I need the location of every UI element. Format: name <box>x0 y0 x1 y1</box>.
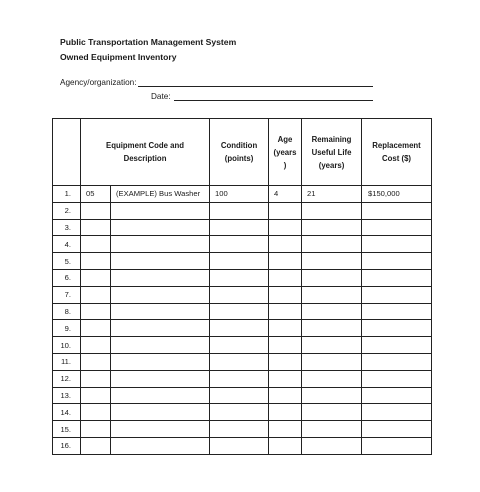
equipment-code-cell[interactable] <box>81 387 111 404</box>
row-number-cell: 12. <box>53 370 81 387</box>
age-cell[interactable] <box>269 404 302 421</box>
row-number-cell: 15. <box>53 421 81 438</box>
age-cell[interactable] <box>269 337 302 354</box>
row-number-cell: 5. <box>53 253 81 270</box>
equipment-code-cell[interactable] <box>81 253 111 270</box>
replacement-cost-cell[interactable] <box>362 404 432 421</box>
equipment-description-cell[interactable] <box>111 219 210 236</box>
equipment-description-cell[interactable] <box>111 404 210 421</box>
column-header-age: Age (years ) <box>269 119 302 186</box>
equipment-code-cell[interactable]: 05 <box>81 186 111 203</box>
condition-cell[interactable] <box>210 404 269 421</box>
equipment-code-cell[interactable] <box>81 286 111 303</box>
age-cell[interactable] <box>269 387 302 404</box>
document-title: Public Transportation Management System <box>60 37 237 47</box>
equipment-description-cell[interactable] <box>111 236 210 253</box>
replacement-cost-cell[interactable] <box>362 219 432 236</box>
age-cell[interactable] <box>269 236 302 253</box>
age-cell[interactable] <box>269 437 302 454</box>
table-row <box>53 387 432 404</box>
age-cell[interactable] <box>269 303 302 320</box>
remaining-life-cell[interactable] <box>302 421 362 438</box>
table-row <box>53 404 432 421</box>
age-cell[interactable] <box>269 421 302 438</box>
replacement-cost-cell[interactable] <box>362 236 432 253</box>
condition-cell[interactable] <box>210 370 269 387</box>
remaining-life-cell[interactable] <box>302 353 362 370</box>
age-cell[interactable] <box>269 219 302 236</box>
table-row <box>53 219 432 236</box>
condition-cell[interactable] <box>210 320 269 337</box>
replacement-cost-cell[interactable] <box>362 337 432 354</box>
equipment-description-cell[interactable] <box>111 353 210 370</box>
replacement-cost-cell[interactable] <box>362 370 432 387</box>
replacement-cost-cell[interactable] <box>362 320 432 337</box>
equipment-description-cell[interactable] <box>111 303 210 320</box>
equipment-code-cell[interactable] <box>81 421 111 438</box>
remaining-life-cell[interactable] <box>302 236 362 253</box>
equipment-inventory-table <box>52 118 432 455</box>
document-subtitle: Owned Equipment Inventory <box>60 52 177 62</box>
row-number-cell: 3. <box>53 219 81 236</box>
column-header-condition: Condition (points) <box>210 119 269 186</box>
age-cell[interactable] <box>269 286 302 303</box>
agency-label: Agency/organization: <box>60 78 137 87</box>
condition-cell[interactable] <box>210 219 269 236</box>
date-field-line[interactable] <box>174 100 373 101</box>
table-row <box>53 186 432 203</box>
equipment-description-cell[interactable]: (EXAMPLE) Bus Washer <box>111 186 210 203</box>
equipment-description-cell[interactable] <box>111 337 210 354</box>
age-cell[interactable] <box>269 353 302 370</box>
column-header-replacement-cost: Replacement Cost ($) <box>362 119 432 186</box>
equipment-description-cell[interactable] <box>111 370 210 387</box>
age-cell[interactable] <box>269 320 302 337</box>
table-row <box>53 320 432 337</box>
row-number-cell: 11. <box>53 353 81 370</box>
equipment-description-cell[interactable] <box>111 320 210 337</box>
column-header-equipment: Equipment Code and Description <box>81 119 210 186</box>
table-row <box>53 236 432 253</box>
equipment-code-cell[interactable] <box>81 337 111 354</box>
condition-cell[interactable] <box>210 337 269 354</box>
row-number-cell: 2. <box>53 202 81 219</box>
remaining-life-cell[interactable] <box>302 269 362 286</box>
condition-cell[interactable] <box>210 387 269 404</box>
remaining-life-cell[interactable] <box>302 437 362 454</box>
replacement-cost-cell[interactable] <box>362 202 432 219</box>
remaining-life-cell[interactable] <box>302 219 362 236</box>
equipment-code-cell[interactable] <box>81 320 111 337</box>
remaining-life-cell[interactable] <box>302 202 362 219</box>
remaining-life-cell[interactable]: 21 <box>302 186 362 203</box>
remaining-life-cell[interactable] <box>302 286 362 303</box>
equipment-code-cell[interactable] <box>81 236 111 253</box>
replacement-cost-cell[interactable] <box>362 437 432 454</box>
row-number-header <box>53 119 81 186</box>
equipment-description-cell[interactable] <box>111 269 210 286</box>
remaining-life-cell[interactable] <box>302 370 362 387</box>
table-row <box>53 353 432 370</box>
condition-cell[interactable] <box>210 303 269 320</box>
condition-cell[interactable] <box>210 202 269 219</box>
equipment-description-cell[interactable] <box>111 202 210 219</box>
equipment-code-cell[interactable] <box>81 269 111 286</box>
replacement-cost-cell[interactable] <box>362 253 432 270</box>
remaining-life-cell[interactable] <box>302 337 362 354</box>
replacement-cost-cell[interactable] <box>362 387 432 404</box>
equipment-code-cell[interactable] <box>81 353 111 370</box>
equipment-description-cell[interactable] <box>111 253 210 270</box>
table-row <box>53 337 432 354</box>
equipment-code-cell[interactable] <box>81 404 111 421</box>
row-number-cell: 10. <box>53 337 81 354</box>
condition-cell[interactable] <box>210 236 269 253</box>
equipment-description-cell[interactable] <box>111 286 210 303</box>
replacement-cost-cell[interactable] <box>362 303 432 320</box>
replacement-cost-cell[interactable] <box>362 421 432 438</box>
equipment-code-cell[interactable] <box>81 202 111 219</box>
age-cell[interactable]: 4 <box>269 186 302 203</box>
row-number-cell: 6. <box>53 269 81 286</box>
condition-cell[interactable] <box>210 269 269 286</box>
age-cell[interactable] <box>269 370 302 387</box>
row-number-cell: 14. <box>53 404 81 421</box>
equipment-description-cell[interactable] <box>111 437 210 454</box>
column-header-remaining-life: Remaining Useful Life (years) <box>302 119 362 186</box>
table-row <box>53 370 432 387</box>
table-row <box>53 269 432 286</box>
condition-cell[interactable] <box>210 421 269 438</box>
table-header-row <box>53 119 432 186</box>
remaining-life-cell[interactable] <box>302 253 362 270</box>
age-cell[interactable] <box>269 269 302 286</box>
equipment-code-cell[interactable] <box>81 219 111 236</box>
equipment-description-cell[interactable] <box>111 421 210 438</box>
row-number-cell: 7. <box>53 286 81 303</box>
equipment-code-cell[interactable] <box>81 303 111 320</box>
equipment-description-cell[interactable] <box>111 387 210 404</box>
table-row <box>53 421 432 438</box>
row-number-cell: 1. <box>53 186 81 203</box>
condition-cell[interactable] <box>210 253 269 270</box>
condition-cell[interactable]: 100 <box>210 186 269 203</box>
replacement-cost-cell[interactable] <box>362 286 432 303</box>
age-cell[interactable] <box>269 253 302 270</box>
replacement-cost-cell[interactable] <box>362 353 432 370</box>
row-number-cell: 9. <box>53 320 81 337</box>
table-row <box>53 253 432 270</box>
remaining-life-cell[interactable] <box>302 404 362 421</box>
replacement-cost-cell[interactable] <box>362 269 432 286</box>
table-row <box>53 286 432 303</box>
table-row <box>53 437 432 454</box>
table-row <box>53 202 432 219</box>
row-number-cell: 8. <box>53 303 81 320</box>
remaining-life-cell[interactable] <box>302 387 362 404</box>
condition-cell[interactable] <box>210 437 269 454</box>
date-label: Date: <box>151 92 171 101</box>
condition-cell[interactable] <box>210 353 269 370</box>
row-number-cell: 4. <box>53 236 81 253</box>
condition-cell[interactable] <box>210 286 269 303</box>
equipment-code-cell[interactable] <box>81 437 111 454</box>
equipment-code-cell[interactable] <box>81 370 111 387</box>
row-number-cell: 13. <box>53 387 81 404</box>
replacement-cost-cell[interactable]: $150,000 <box>362 186 432 203</box>
table-row <box>53 303 432 320</box>
row-number-cell: 16. <box>53 437 81 454</box>
agency-field-line[interactable] <box>138 86 373 87</box>
age-cell[interactable] <box>269 202 302 219</box>
remaining-life-cell[interactable] <box>302 320 362 337</box>
remaining-life-cell[interactable] <box>302 303 362 320</box>
